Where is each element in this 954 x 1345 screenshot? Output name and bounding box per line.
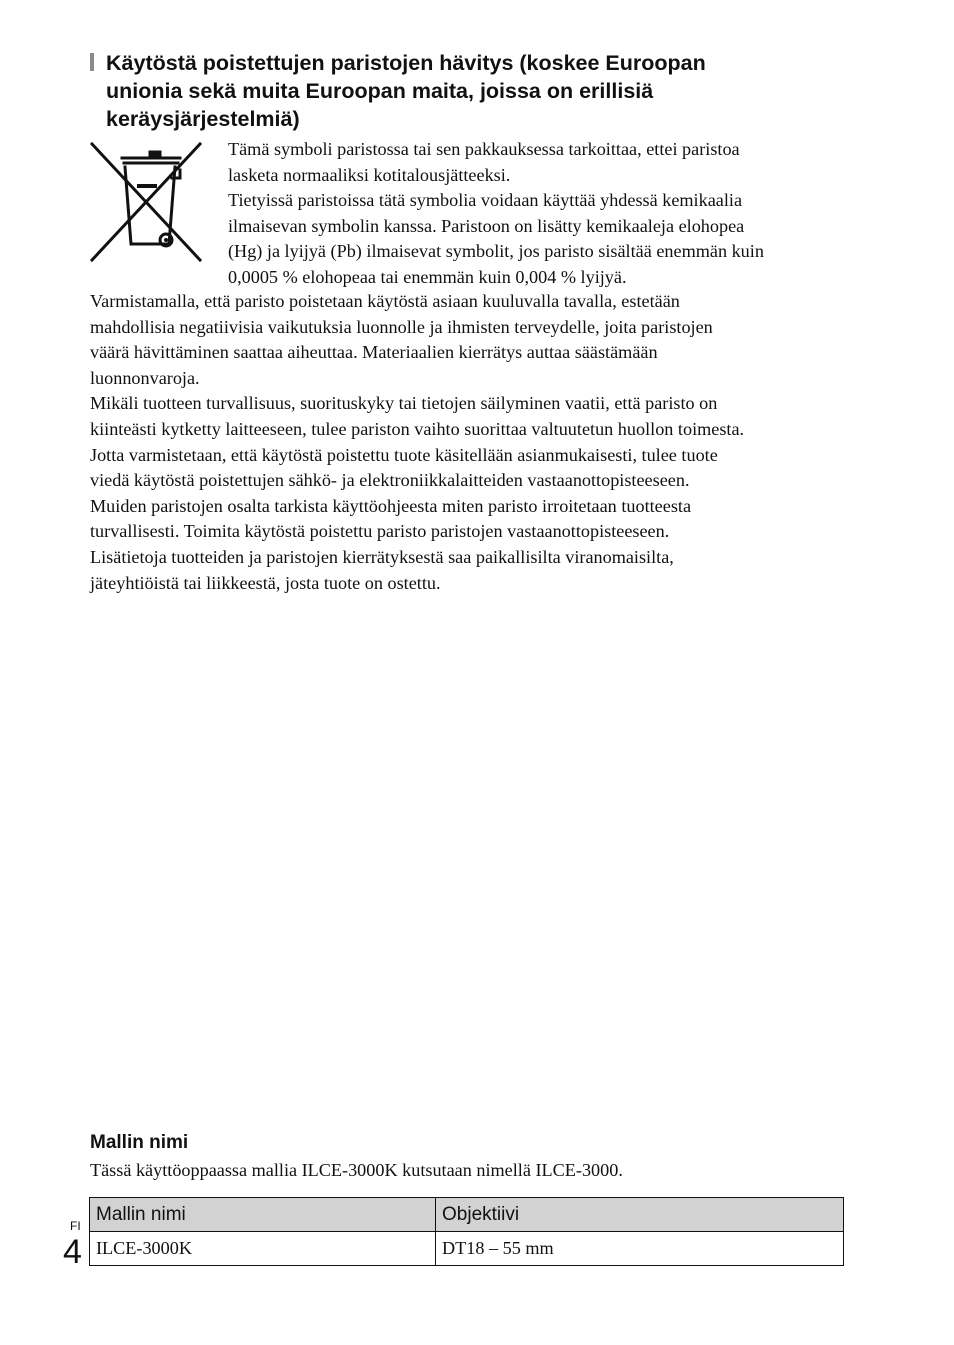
text-line: Muiden paristojen osalta tarkista käyttöohjeesta miten paristo irroitetaan tuotteesta bbox=[90, 495, 692, 516]
page-number: 4 bbox=[63, 1233, 82, 1271]
text-line: (Hg) ja lyijyä (Pb) ilmaisevat symbolit, jos paristo sisältää enemmän kuin bbox=[228, 241, 764, 262]
text-line: Varmistamalla, että paristo poistetaan käytöstä asiaan kuuluvalla tavalla, estetään bbox=[90, 291, 680, 311]
text-line: ilmaisevan symbolin kanssa. Paristoon on lisätty kemikaaleja elohopea bbox=[228, 215, 745, 236]
text-line: turvallisesti. Toimita käytöstä poistettu paristo paristojen vastaanottopisteeseen. bbox=[90, 521, 670, 542]
text-line: jäteyhtiöistä tai liikkeestä, josta tuote on ostettu. bbox=[90, 572, 441, 593]
language-code: FI bbox=[70, 1219, 81, 1233]
table-cell: ILCE-3000K bbox=[90, 1232, 436, 1266]
section-heading bbox=[90, 49, 810, 133]
heading-line: Käytöstä poistettujen paristojen hävitys (koskee Euroopan bbox=[106, 51, 706, 75]
text-line: Jotta varmistetaan, että käytöstä poistettu tuote käsitellään asianmukaisesti, tulee tuote bbox=[90, 444, 718, 465]
model-table bbox=[89, 1197, 844, 1266]
text-line: kiinteästi kytketty laitteeseen, tulee pariston vaihto suorittaa valtuutetun huollon toimesta. bbox=[90, 418, 745, 439]
model-name-heading: Mallin nimi bbox=[90, 1132, 189, 1153]
text-line: Tietyissä paristoissa tätä symbolia voidaan käyttää yhdessä kemikaalia bbox=[228, 190, 743, 211]
text-line: viedä käytöstä poistettujen sähkö- ja elektroniikkalaitteiden vastaanottopisteeseen. bbox=[90, 470, 690, 491]
text-line: Tämä symboli paristossa tai sen pakkauksessa tarkoittaa, ettei paristoa bbox=[228, 139, 740, 159]
model-name-description: Tässä käyttöoppaassa mallia ILCE-3000K kutsutaan nimellä ILCE-3000. bbox=[90, 1160, 623, 1180]
crossed-out-wheeled-bin-icon bbox=[90, 142, 202, 262]
text-line: väärä hävittäminen saattaa aiheuttaa. Materiaalien kierrätys auttaa säästämään bbox=[90, 342, 658, 363]
table-row bbox=[90, 1232, 844, 1266]
symbol-explanation bbox=[228, 137, 853, 291]
heading-line: keräysjärjestelmiä) bbox=[106, 107, 300, 131]
text-line: mahdollisia negatiivisia vaikutuksia luonnolle ja ihmisten terveydelle, joita paristojen bbox=[90, 316, 713, 337]
text-line: Lisätietoja tuotteiden ja paristojen kierrätyksestä saa paikallisilta viranomaisilta, bbox=[90, 546, 674, 567]
text-line: lasketa normaaliksi kotitalousjätteeksi. bbox=[228, 164, 511, 185]
table-header-row bbox=[90, 1198, 844, 1232]
heading-marker bbox=[90, 53, 94, 71]
text-line: luonnonvaroja. bbox=[90, 367, 200, 388]
body-text bbox=[90, 289, 860, 596]
table-header-cell: Mallin nimi bbox=[90, 1198, 436, 1232]
heading-line: unionia sekä muita Euroopan maita, joissa on erillisiä bbox=[106, 79, 654, 103]
text-line: Mikäli tuotteen turvallisuus, suorituskyky tai tietojen säilyminen vaatii, että paristo on bbox=[90, 393, 718, 414]
table-cell: DT18 – 55 mm bbox=[436, 1232, 844, 1266]
text-line: 0,0005 % elohopeaa tai enemmän kuin 0,004 % lyijyä. bbox=[228, 266, 627, 287]
table-header-cell: Objektiivi bbox=[436, 1198, 844, 1232]
